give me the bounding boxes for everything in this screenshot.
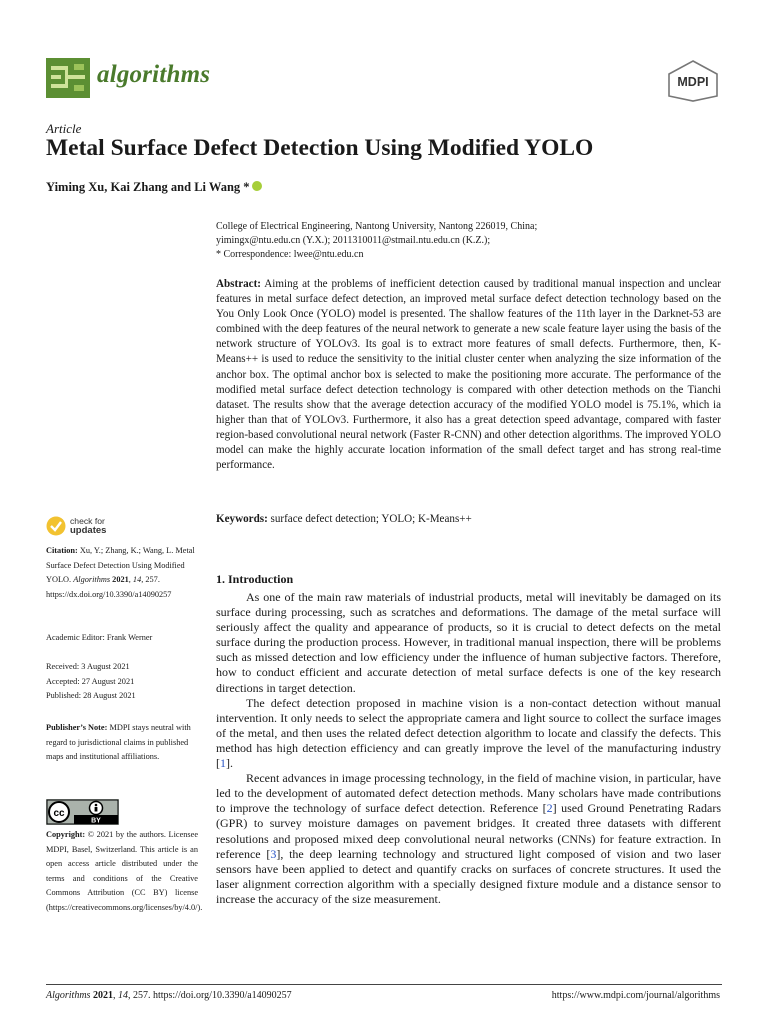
publisher-note-text: MDPI stays neutral with regard to jurisdictional claims in published maps and institutional affiliations.: [46, 723, 191, 762]
body-text: [216, 590, 721, 907]
keywords: [216, 513, 472, 525]
paragraph: As one of the main raw materials of industrial products, metal will inevitably be damaged on its surface during processing, such as scratches and deformations. The damage of the metal surface will seriously affect the quality and appearance of products, so it is crucial to detect defects on the metal surface during the production process. However, in traditional manual inspection, there will be problems such as missed detection and low efficiency under the influence of human subjective factors. Therefore, how to conduct efficient and accurate detection of metal surface defects is one of the key research directions in target detection.: [216, 590, 721, 695]
correspondence: * Correspondence: lwee@ntu.edu.cn: [216, 249, 364, 260]
affiliation-emails: yimingx@ntu.edu.cn (Y.X.); 2011310011@stmail.ntu.edu.cn (K.Z.);: [216, 235, 491, 246]
mdpi-logo-icon: [667, 60, 719, 102]
affiliation-line: College of Electrical Engineering, Nantong University, Nantong 226019, China;: [216, 221, 538, 232]
paragraph: Recent advances in image processing technology, in the field of machine vision, in particular, have led to the development of automated defect detection methods. Many scholars have made contributions to improve the technology of surface defect detection. Reference [2] used Ground Penetrating Radars (GPR) to survey moisture damages on pavement bridges. It created three datasets with different resolutions and proposed mixed deep convolutional neural networks (CNNs) for feature extraction. In reference [3], the deep learning technology and structured light composed of vision and two laser sensors have been applied to detect and quantify cracks on surfaces of concrete structures. It used the laser alignment correction algorithm with a specially designed fixture module and a distance sensor to increase the accuracy of the size measurement.: [216, 771, 721, 906]
citation-text: Xu, Y.; Zhang, K.; Wang, L. Metal Surface Defect Detection Using Modified YOLO.: [46, 546, 195, 585]
reference-link[interactable]: 1: [220, 756, 226, 771]
citation-label: Citation:: [46, 546, 78, 555]
footer-year: 2021: [92, 990, 113, 1001]
reference-link[interactable]: 3: [270, 846, 277, 861]
mdpi-logo-text: MDPI: [677, 75, 709, 89]
academic-editor: Academic Editor: Frank Werner: [46, 633, 153, 642]
check-for-updates-button[interactable]: [46, 516, 136, 542]
author-list: [46, 180, 262, 195]
footer-journal-url[interactable]: https://www.mdpi.com/journal/algorithms: [551, 990, 720, 1001]
paragraph: The defect detection proposed in machine vision is a non-contact detection without manual intervention. It only needs to select the appropriate camera and light source to collect the surface images of the metal, and then uses the related defect detection algorithm to locate and classify the defects. This method has high detection efficiency and can greatly improve the level of the manufacturing industry [1].: [216, 695, 721, 771]
citation-volume: 14: [132, 575, 142, 585]
check-updates-line1: check for: [70, 516, 105, 526]
abstract-label: Abstract:: [216, 278, 261, 290]
citation-block: Citation: Xu, Y.; Zhang, K.; Wang, L. Metal Surface Defect Detection Using Modified YOLO. Algorithms 2021, 14, 257. https://dx.doi.org/10.3390/a14090257: [46, 546, 195, 599]
footer-divider: [46, 984, 722, 985]
abstract-text: Aiming at the problems of inefficient detection caused by traditional manual inspection and unclear features in metal surface defect detection, an improved metal surface defect detection technology based on the You Only Look Once (YOLO) model is presented. The shallow features of the 11th layer in the Darknet-53 are combined with the deep features of the neural network to generate a new scale feature layer using the basis of the network structure of YOLOv3. Its goal is to extract more features of small defects. Furthermore, then, K-Means++ is used to reduce the sensitivity to the initial cluster center when analyzing the size information of the anchor box. The optimal anchor box is selected to make the positioning more accurate. The performance of the modified metal surface defect detection technology is compared with other detection methods on the Tianchi dataset. The results show that the average detection accuracy of the modified YOLO model is 75.1%, which ia higher than that of YOLOv3. Furthermore, it also has a great detection speed advantage, compared with faster region-based convolutional neural network (Faster R-CNN) and other detection algorithms. The improved YOLO model can make the highly accurate location information of the small defect target and has strong real-time performance.: [216, 278, 721, 472]
footer-doi-link[interactable]: , 257. https://doi.org/10.3390/a14090257: [127, 990, 292, 1001]
paper-title: Metal Surface Defect Detection Using Modified YOLO: [46, 135, 594, 161]
publisher-note-label: Publisher’s Note:: [46, 723, 108, 732]
abstract: [216, 277, 721, 473]
article-type: Article: [46, 121, 82, 136]
citation-doi-link[interactable]: , 257. https://dx.doi.org/10.3390/a14090257: [46, 575, 172, 599]
check-updates-line2: updates: [70, 525, 107, 536]
footer-volume: 14: [117, 990, 128, 1001]
accepted-date: Accepted: 27 August 2021: [46, 676, 135, 686]
received-date: Received: 3 August 2021: [46, 662, 130, 671]
citation-year: 2021: [112, 575, 129, 585]
published-date: Published: 28 August 2021: [46, 691, 136, 701]
section-heading-introduction: 1. Introduction: [216, 572, 294, 586]
dates-block: [46, 660, 198, 704]
journal-logo-icon: [46, 58, 90, 98]
copyright-label: Copyright:: [46, 830, 86, 839]
reference-link[interactable]: 2: [546, 801, 553, 816]
keywords-label: Keywords:: [216, 513, 268, 525]
check-updates-icon: [46, 516, 66, 536]
author-names: Yiming Xu, Kai Zhang and Li Wang *: [46, 180, 250, 194]
cc-by-license-icon[interactable]: [46, 799, 119, 825]
cc-text: cc: [53, 808, 65, 819]
orcid-icon[interactable]: [252, 181, 262, 191]
citation-journal: Algorithms: [73, 575, 111, 585]
by-text: BY: [91, 817, 101, 825]
copyright-block: [46, 828, 203, 916]
keywords-text: surface defect detection; YOLO; K-Means++: [270, 513, 472, 525]
copyright-text: © 2021 by the authors. Licensee MDPI, Basel, Switzerland. This article is an open access article distributed under the terms and conditions of the Creative Commons Attribution (CC BY) license (https://creativecommons.org/licenses/by/4.0/).: [46, 830, 203, 912]
footer-citation: Algorithms 2021, 14, 257. https://doi.org/10.3390/a14090257: [46, 990, 292, 1001]
publisher-note: [46, 721, 198, 765]
footer-journal: Algorithms: [46, 990, 91, 1001]
journal-name: algorithms: [97, 61, 211, 88]
